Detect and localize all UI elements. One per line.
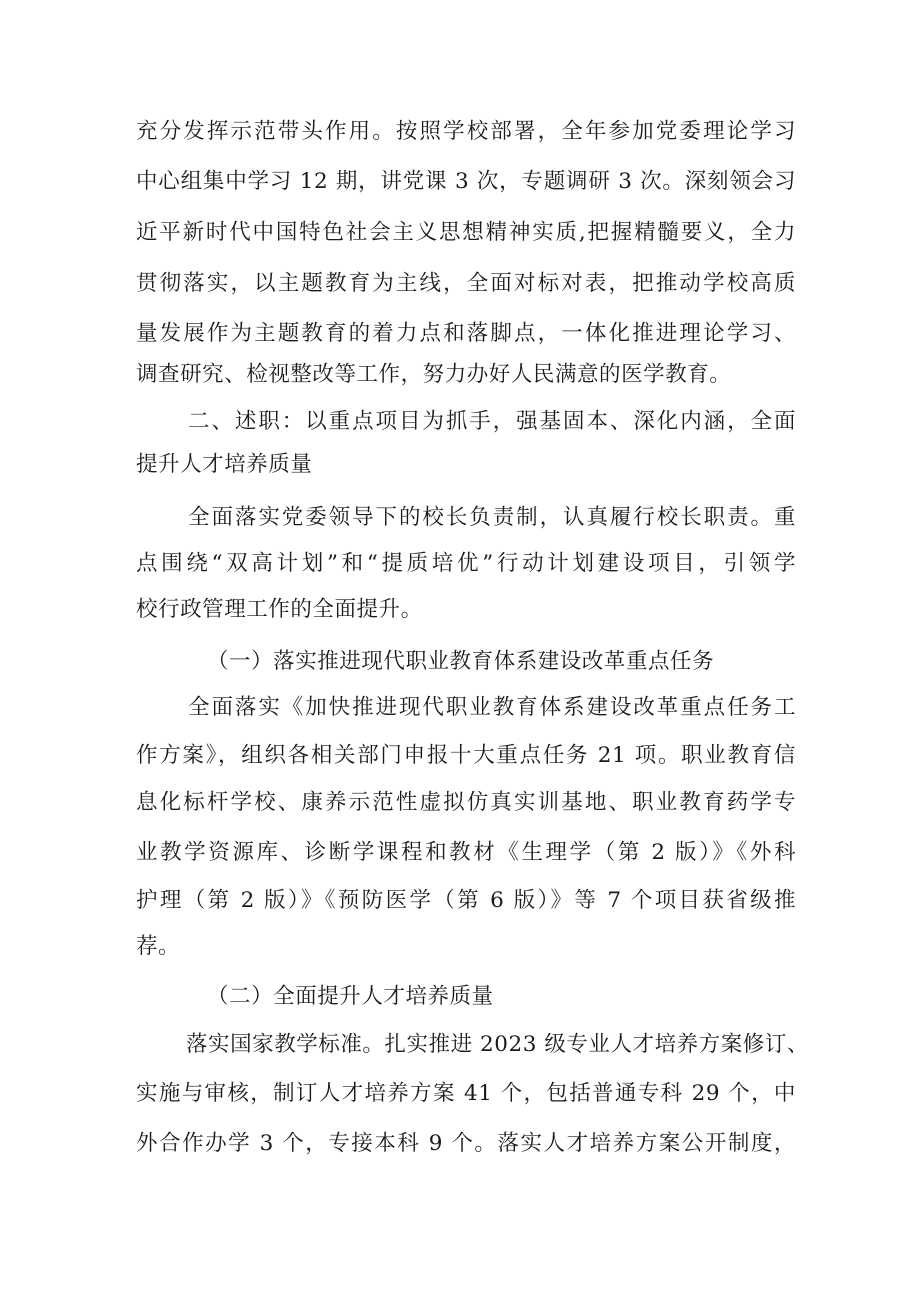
body-line: 实施与审核，制订人才培养方案 41 个，包括普通专科 29 个，中 <box>136 1081 796 1106</box>
body-line: 调查研究、检视整改等工作，努力办好人民满意的医学教育。 <box>136 362 732 387</box>
section-heading-line: 二、述职：以重点项目为抓手，强基固本、深化内涵，全面 <box>188 409 796 434</box>
body-line: 息化标杆学校、康养示范性虚拟仿真实训基地、职业教育药学专 <box>136 790 796 815</box>
body-line: 落实国家教学标准。扎实推进 2023 级专业人才培养方案修订、 <box>186 1032 809 1057</box>
body-line: 全面落实《加快推进现代职业教育体系建设改革重点任务工 <box>188 695 796 720</box>
body-line: 荐。 <box>136 934 181 959</box>
body-line: 外合作办学 3 个，专接本科 9 个。落实人才培养方案公开制度， <box>136 1131 796 1156</box>
body-line: 量发展作为主题教育的着力点和落脚点，一体化推进理论学习、 <box>136 321 796 346</box>
body-line: 作方案》，组织各相关部门申报十大重点任务 21 项。职业教育信 <box>136 743 796 768</box>
body-line: 充分发挥示范带头作用。按照学校部署，全年参加党委理论学习 <box>136 119 796 144</box>
body-line: 近平新时代中国特色社会主义思想精神实质,把握精髓要义，全力 <box>136 220 796 245</box>
subsection-heading: （二）全面提升人才培养质量 <box>207 984 494 1009</box>
body-line: 业教学资源库、诊断学课程和教材《生理学（第 2 版）》《外科 <box>136 840 796 865</box>
section-heading-line: 提升人才培养质量 <box>136 452 313 477</box>
subsection-heading: （一）落实推进现代职业教育体系建设改革重点任务 <box>207 649 715 674</box>
body-line: 贯彻落实，以主题教育为主线，全面对标对表，把推动学校高质 <box>136 271 796 296</box>
body-line: 护理（第 2 版）》《预防医学（第 6 版）》等 7 个项目获省级推 <box>136 888 796 913</box>
body-line: 全面落实党委领导下的校长负责制，认真履行校长职责。重 <box>188 505 796 530</box>
body-line: 点围绕“双高计划”和“提质培优”行动计划建设项目，引领学 <box>136 551 796 576</box>
body-line: 中心组集中学习 12 期，讲党课 3 次，专题调研 3 次。深刻领会习 <box>136 169 796 194</box>
body-line: 校行政管理工作的全面提升。 <box>136 597 423 622</box>
